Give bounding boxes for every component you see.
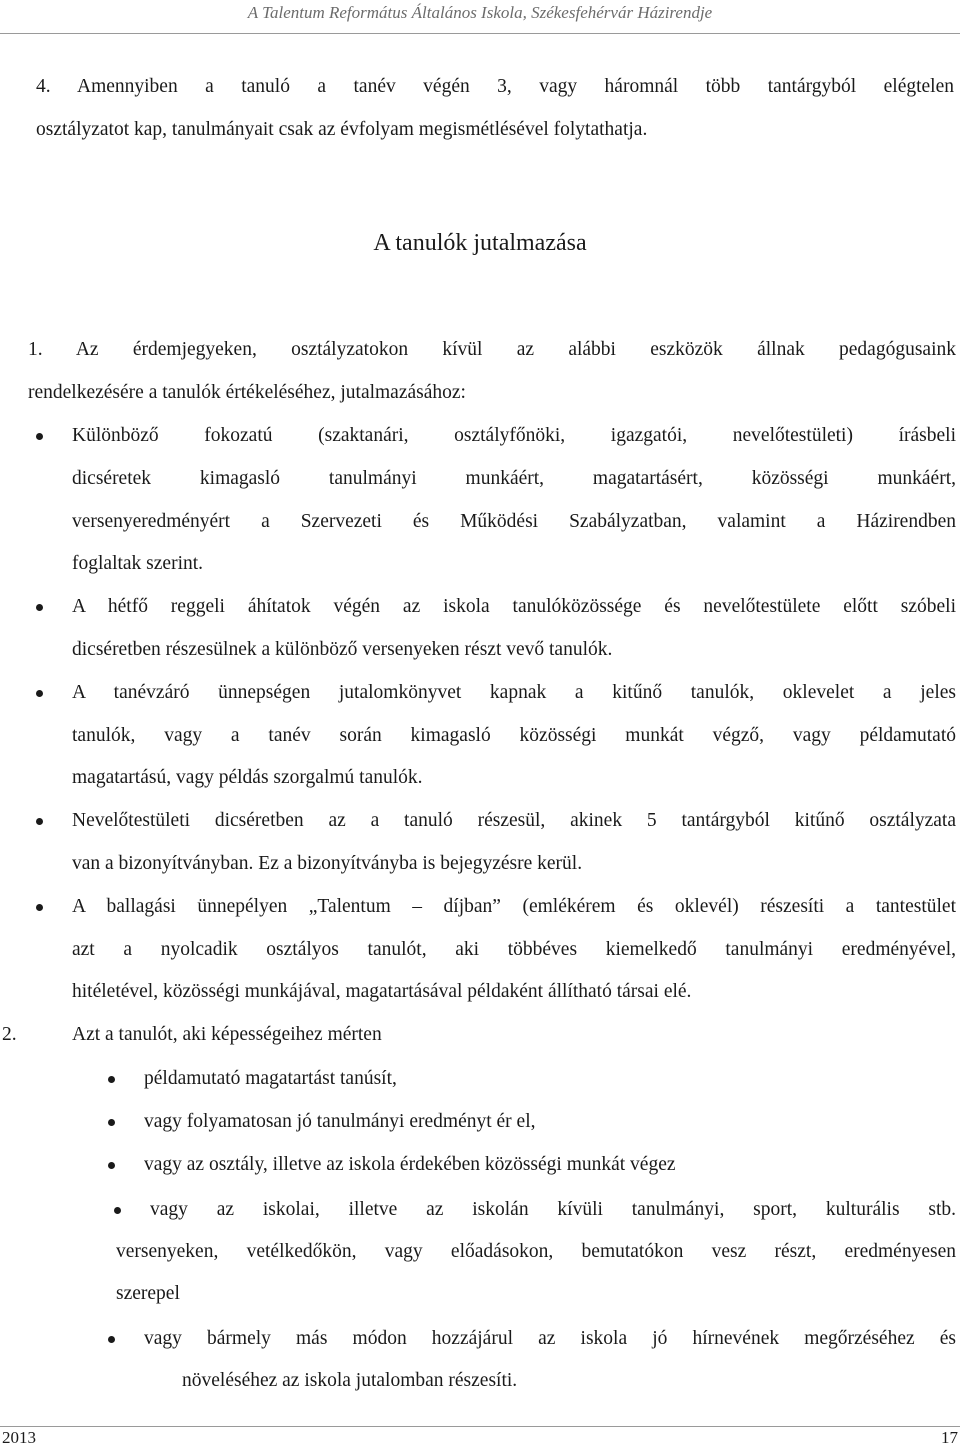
bullet-1-1-line: foglaltak szerint.: [72, 553, 204, 574]
bullet-1-1-line: Különböző fokozatú (szaktanári, osztályfőnöki, igazgatói, nevelőtestületi) írásbeli: [72, 425, 956, 446]
bullet-1-2-line: dicséretben részesülnek a különböző versenyeken részt vevő tanulók.: [72, 639, 613, 660]
bullet-dot: [36, 433, 43, 440]
bullet-dot: [36, 818, 43, 825]
running-header: A Talentum Református Általános Iskola, Székesfehérvár Házirendje: [247, 3, 713, 22]
bullet-1-5-line: A ballagási ünnepélyen „Talentum – díjban” (emlékérem és oklevél) részesíti a tantestület: [72, 896, 956, 917]
bullet-1-3-line: magatartású, vagy példás szorgalmú tanulók.: [72, 767, 423, 788]
bullet-dot: [36, 604, 43, 611]
bullet-dot: [108, 1336, 115, 1343]
bullet-1-3-line: tanulók, vagy a tanév során kimagasló közösségi munkát végző, vagy példamutató: [72, 725, 956, 746]
bullet-2-1-line: példamutató magatartást tanúsít,: [144, 1068, 397, 1089]
section-title: A tanulók jutalmazása: [373, 230, 587, 256]
bullet-1-5-line: hitéletével, közösségi munkájával, magatartásával példaként állítható társai elé.: [72, 981, 692, 1002]
footer-rule: [0, 1426, 960, 1427]
item-2-lead: Azt a tanulót, aki képességeihez mérten: [72, 1024, 382, 1045]
bullet-2-3-line: vagy az osztály, illetve az iskola érdekében közösségi munkát végez: [144, 1154, 676, 1175]
bullet-2-4-line: versenyeken, vetélkedőkön, vagy előadásokon, bemutatókon vesz részt, eredményesen: [116, 1241, 956, 1262]
section-4-line-1: 4. Amennyiben a tanuló a tanév végén 3, vagy háromnál több tantárgyból elégtelen: [36, 76, 954, 97]
bullet-dot: [114, 1207, 121, 1214]
bullet-dot: [108, 1162, 115, 1169]
bullet-1-5-line: azt a nyolcadik osztályos tanulót, aki többéves kiemelkedő tanulmányi eredményével,: [72, 939, 956, 960]
bullet-1-2-line: A hétfő reggeli áhítatok végén az iskola tanulóközössége és nevelőtestülete előtt szóbeli: [72, 596, 956, 617]
bullet-2-5-line: növeléséhez az iskola jutalomban részesíti.: [182, 1370, 518, 1391]
page-number: 17: [941, 1428, 958, 1447]
bullet-dot: [108, 1119, 115, 1126]
bullet-dot: [36, 690, 43, 697]
bullet-1-1-line: versenyeredményért a Szervezeti és Működési Szabályzatban, valamint a Házirendben: [72, 511, 956, 532]
bullet-2-2-line: vagy folyamatosan jó tanulmányi eredményt ér el,: [144, 1111, 536, 1132]
bullet-1-3-line: A tanévzáró ünnepségen jutalomkönyvet kapnak a kitűnő tanulók, oklevelet a jeles: [72, 682, 956, 703]
bullet-dot: [36, 904, 43, 911]
bullet-1-1-line: dicséretek kimagasló tanulmányi munkáért, magatartásért, közösségi munkáért,: [72, 468, 956, 489]
section-4-line-2: osztályzatot kap, tanulmányait csak az évfolyam megismétlésével folytathatja.: [36, 119, 648, 140]
bullet-2-5-line: vagy bármely más módon hozzájárul az iskola jó hírnevének megőrzéséhez és: [144, 1328, 956, 1349]
item-1-line-2: rendelkezésére a tanulók értékeléséhez, jutalmazásához:: [28, 382, 466, 403]
item-2-number: 2.: [2, 1024, 17, 1045]
item-1-line-1: 1. Az érdemjegyeken, osztályzatokon kívül az alábbi eszközök állnak pedagógusaink: [28, 339, 956, 360]
bullet-1-4-line: Nevelőtestületi dicséretben az a tanuló részesül, akinek 5 tantárgyból kitűnő osztályzata: [72, 810, 956, 831]
bullet-dot: [108, 1076, 115, 1083]
footer-year: 2013: [2, 1428, 36, 1447]
bullet-2-4-line: vagy az iskolai, illetve az iskolán kívüli tanulmányi, sport, kulturális stb.: [150, 1199, 956, 1220]
header-rule: [0, 33, 960, 34]
bullet-2-4-line: szerepel: [116, 1283, 180, 1304]
bullet-1-4-line: van a bizonyítványban. Ez a bizonyítványba is bejegyzésre kerül.: [72, 853, 583, 874]
